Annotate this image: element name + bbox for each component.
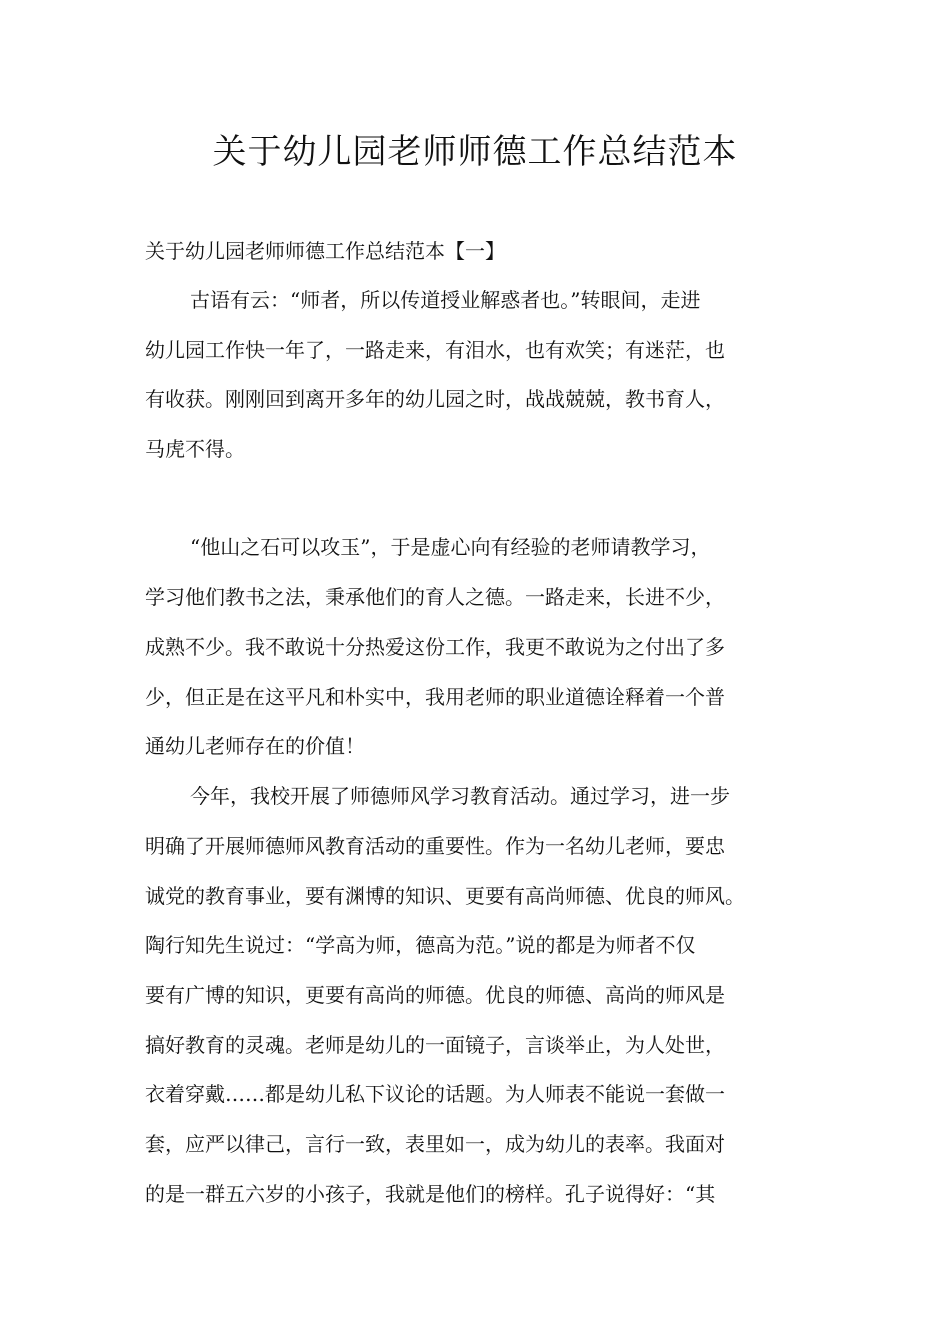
paragraph-line: 马虎不得。 xyxy=(145,437,245,461)
paragraph-line: 学习他们教书之法，秉承他们的育人之德。一路走来，长进不少， xyxy=(145,585,725,609)
paragraph-line: 明确了开展师德师风教育活动的重要性。作为一名幼儿老师，要忠 xyxy=(145,834,725,858)
paragraph-line: “他山之石可以攻玉”，于是虚心向有经验的老师请教学习， xyxy=(190,535,711,559)
paragraph-line: 通幼儿老师存在的价值！ xyxy=(145,734,365,758)
paragraph-line: 少，但正是在这平凡和朴实中，我用老师的职业道德诠释着一个普 xyxy=(145,685,725,709)
paragraph-line: 诚党的教育事业，要有渊博的知识、更要有高尚师德、优良的师风。 xyxy=(145,884,745,908)
paragraph-line: 衣着穿戴……都是幼儿私下议论的话题。为人师表不能说一套做一 xyxy=(145,1082,725,1106)
paragraph-line: 套，应严以律己，言行一致，表里如一，成为幼儿的表率。我面对 xyxy=(145,1132,725,1156)
paragraph-line: 要有广博的知识，更要有高尚的师德。优良的师德、高尚的师风是 xyxy=(145,983,725,1007)
paragraph-line: 的是一群五六岁的小孩子，我就是他们的榜样。孔子说得好：“其 xyxy=(145,1182,716,1206)
paragraph-line: 搞好教育的灵魂。老师是幼儿的一面镜子，言谈举止，为人处世， xyxy=(145,1033,725,1057)
paragraph-line: 有收获。刚刚回到离开多年的幼儿园之时，战战兢兢，教书育人， xyxy=(145,387,725,411)
section-heading: 关于幼儿园老师师德工作总结范本【一】 xyxy=(145,239,505,263)
paragraph-line: 陶行知先生说过：“学高为师，德高为范。”说的都是为师者不仅 xyxy=(145,933,696,957)
paragraph-line: 成熟不少。我不敢说十分热爱这份工作，我更不敢说为之付出了多 xyxy=(145,635,725,659)
paragraph-line: 古语有云：“师者，所以传道授业解惑者也。”转眼间，走进 xyxy=(190,288,701,312)
document-title: 关于幼儿园老师师德工作总结范本 xyxy=(212,132,738,172)
paragraph-line: 今年，我校开展了师德师风学习教育活动。通过学习，进一步 xyxy=(190,784,730,808)
paragraph-line: 幼儿园工作快一年了，一路走来，有泪水，也有欢笑；有迷茫，也 xyxy=(145,338,725,362)
